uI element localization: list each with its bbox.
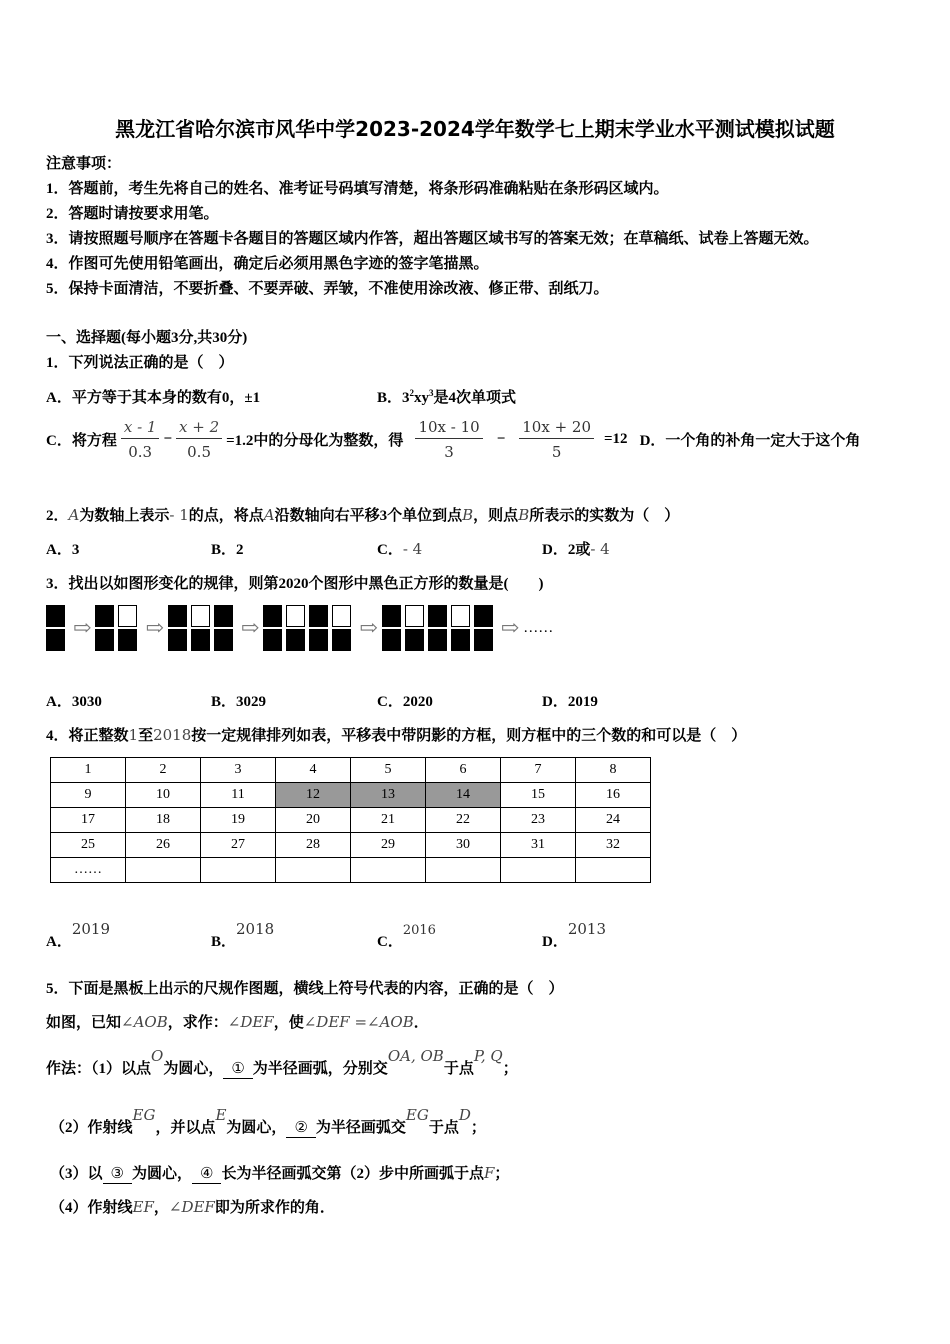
blank-2: ②: [286, 1118, 315, 1138]
q5-step-3: [50, 1162, 509, 1184]
q1-option-a: A．平方等于其本身的数有0，±1: [46, 390, 261, 406]
math: O: [151, 1047, 164, 1065]
fraction: [121, 418, 160, 461]
exponent: 3: [429, 388, 434, 398]
square-column: [95, 604, 114, 652]
text: C．将方程: [46, 433, 117, 449]
table-cell: [351, 858, 426, 883]
denominator: 0.3: [128, 443, 153, 461]
math: F: [483, 1164, 495, 1182]
table-cell: 15: [501, 783, 576, 808]
black-square: [405, 629, 424, 651]
table-cell: 19: [201, 808, 276, 833]
notice-item: 4．作图可先使用铅笔画出，确定后必须用黑色字迹的签字笔描黑。: [46, 256, 489, 272]
numerator: x - 1: [121, 418, 160, 439]
text: ；: [470, 1120, 486, 1136]
table-cell: 23: [501, 808, 576, 833]
table-cell: 27: [201, 833, 276, 858]
text: 长为半径画弧交第（2）步中所画弧于点: [221, 1166, 484, 1182]
math: A: [263, 506, 275, 524]
math: - 4: [402, 540, 423, 558]
table-cell: 8: [576, 758, 651, 783]
table-row: [51, 833, 651, 858]
table-row: [51, 758, 651, 783]
arrow-right-icon: ⇨: [500, 615, 520, 640]
fraction: [415, 418, 482, 461]
q5-given: [46, 1011, 429, 1032]
square-column: [263, 604, 282, 652]
arrow-right-icon: ⇨: [145, 615, 164, 640]
q2-option-d: [542, 538, 610, 559]
math: EF: [132, 1198, 154, 1216]
q5-step-2: [50, 1106, 486, 1138]
text: D．2或: [542, 542, 591, 558]
math: D: [458, 1106, 471, 1124]
q3-option-a: A．3030: [46, 694, 102, 710]
math: 2018: [153, 726, 192, 744]
white-square: [405, 605, 424, 627]
table-cell: 6: [426, 758, 501, 783]
text: 为圆心，: [131, 1166, 192, 1182]
black-square: [95, 629, 114, 651]
fraction: [176, 418, 222, 461]
q3-stem: 3．找出以如图形变化的规律，则第2020个图形中黑色正方形的数量是( ): [46, 576, 544, 592]
black-square: [332, 629, 351, 651]
white-square: [191, 605, 210, 627]
text: ，则点: [473, 508, 519, 524]
fraction: [519, 418, 594, 461]
text: B．3: [377, 390, 410, 406]
exponent: 2: [409, 388, 415, 398]
black-square: [263, 605, 282, 627]
section-heading: 一、选择题(每小题3分,共30分): [46, 330, 248, 346]
minus: −: [496, 431, 506, 447]
table-cell: [501, 858, 576, 883]
q4-stem: [46, 724, 746, 745]
table-cell: [126, 858, 201, 883]
text: 的点，将点: [188, 508, 264, 524]
q3-option-c: C．2020: [377, 694, 433, 710]
denominator: 0.5: [187, 443, 211, 461]
pattern-figure: [46, 604, 553, 652]
table-cell: 5: [351, 758, 426, 783]
table-cell: 30: [426, 833, 501, 858]
q5-stem: 5．下面是黑板上出示的尺规作图题，横线上符号代表的内容，正确的是（ ）: [46, 981, 564, 997]
table-cell: 25: [51, 833, 126, 858]
table-cell: ……: [51, 858, 126, 883]
number-table: [50, 757, 651, 883]
table-cell: 24: [576, 808, 651, 833]
table-cell: 14: [426, 783, 501, 808]
math: OA, OB: [387, 1047, 444, 1065]
black-square: [382, 605, 401, 627]
q1-option-b: [377, 386, 516, 407]
option-value: 2016: [402, 923, 436, 938]
math: ∠AOB: [121, 1013, 168, 1031]
black-square: [214, 629, 233, 651]
denominator: 5: [551, 443, 562, 461]
table-cell: 12: [276, 783, 351, 808]
white-square: [286, 605, 305, 627]
table-cell: 32: [576, 833, 651, 858]
table-cell: 22: [426, 808, 501, 833]
table-cell: 29: [351, 833, 426, 858]
table-cell: 16: [576, 783, 651, 808]
math: ∠DEF: [168, 1198, 215, 1216]
black-square: [286, 629, 305, 651]
square-column: [46, 604, 65, 652]
text: 如图，已知: [46, 1015, 122, 1031]
white-square: [332, 605, 351, 627]
text: B．: [211, 934, 237, 950]
black-square: [168, 605, 187, 627]
blank-1: ①: [223, 1059, 252, 1079]
black-square: [451, 629, 470, 651]
text: 为数轴上表示: [79, 508, 170, 524]
notice-item: 2．答题时请按要求用笔。: [46, 206, 219, 222]
square-column: [191, 604, 210, 652]
black-square: [309, 629, 328, 651]
text: C．: [377, 934, 403, 950]
black-square: [95, 605, 114, 627]
table-cell: 31: [501, 833, 576, 858]
q2-option-b: B．2: [211, 542, 244, 558]
table-cell: 17: [51, 808, 126, 833]
ellipsis: ……: [523, 619, 554, 636]
table-cell: [201, 858, 276, 883]
table-cell: 11: [201, 783, 276, 808]
arrow-right-icon: ⇨: [73, 615, 92, 640]
table-cell: 7: [501, 758, 576, 783]
q4-option-d: [542, 920, 607, 951]
numerator: x + 2: [176, 418, 222, 439]
table-cell: 3: [201, 758, 276, 783]
q5-step-4: [50, 1196, 335, 1217]
blank-4: ④: [192, 1164, 221, 1184]
page-title: 黑龙江省哈尔滨市风华中学2023-2024学年数学七上期末学业水平测试模拟试题: [115, 117, 835, 141]
table-row: [51, 808, 651, 833]
math: B: [518, 506, 530, 524]
black-square: [382, 629, 401, 651]
q2-option-a: A．3: [46, 542, 80, 558]
q4-option-c: [377, 923, 436, 951]
text: 为半径画弧，分别交: [252, 1061, 388, 1077]
square-column: [309, 604, 328, 652]
table-cell: 18: [126, 808, 201, 833]
square-column: [214, 604, 233, 652]
square-column: [428, 604, 447, 652]
white-square: [451, 605, 470, 627]
table-cell: 28: [276, 833, 351, 858]
black-square: [263, 629, 282, 651]
text: =1.2中的分母化为整数，得: [226, 433, 404, 449]
option-value: 2013: [567, 920, 607, 938]
text: ，求作：: [167, 1015, 228, 1031]
denominator: 3: [444, 443, 454, 461]
math: E: [215, 1106, 227, 1124]
text: 作法：（1）以点: [46, 1061, 152, 1077]
text: ．: [413, 1015, 429, 1031]
black-square: [214, 605, 233, 627]
table-cell: [576, 858, 651, 883]
text: ，使: [273, 1015, 304, 1031]
math: A: [68, 506, 80, 524]
black-square: [191, 629, 210, 651]
table-row: [51, 783, 651, 808]
white-square: [118, 605, 137, 627]
text: C．: [377, 542, 403, 558]
square-column: [286, 604, 305, 652]
text: D．: [542, 934, 568, 950]
math: - 1: [169, 506, 189, 524]
table-row: [51, 858, 651, 883]
text: A．: [46, 934, 72, 950]
table-cell: [276, 858, 351, 883]
text: ，并以点: [155, 1120, 216, 1136]
notice-item: 5．保持卡面清洁，不要折叠、不要弄破、弄皱，不准使用涂改液、修正带、刮纸刀。: [46, 281, 609, 297]
black-square: [474, 605, 493, 627]
text: 至: [138, 728, 154, 744]
text: 即为所求作的角．: [214, 1200, 335, 1216]
text: 2．: [46, 508, 69, 524]
table-cell: 21: [351, 808, 426, 833]
q1-option-c-d: [46, 418, 860, 461]
table-cell: 2: [126, 758, 201, 783]
black-square: [428, 605, 447, 627]
text: （2）作射线: [50, 1120, 133, 1136]
table-cell: 26: [126, 833, 201, 858]
math: EG: [132, 1106, 156, 1124]
q3-option-b: B．3029: [211, 694, 267, 710]
text: （3）以: [50, 1166, 103, 1182]
black-square: [428, 629, 447, 651]
text: 于点: [443, 1061, 474, 1077]
q3-option-d: D．2019: [542, 694, 598, 710]
arrow-right-icon: ⇨: [359, 615, 378, 640]
text: （4）作射线: [50, 1200, 133, 1216]
text: 所表示的实数为（ ）: [529, 508, 680, 524]
q2-stem: [46, 504, 679, 525]
text: 于点: [428, 1120, 459, 1136]
blank-3: ③: [103, 1164, 132, 1184]
math: ∠DEF =∠AOB: [303, 1013, 414, 1031]
arrow-right-icon: ⇨: [240, 615, 260, 640]
table-cell: 13: [351, 783, 426, 808]
numerator: 10x + 20: [519, 418, 594, 439]
text: ；: [502, 1061, 518, 1077]
q4-option-b: [211, 920, 275, 951]
black-square: [309, 605, 328, 627]
text: ；: [494, 1166, 510, 1182]
text: xy: [414, 390, 430, 406]
square-column: [405, 604, 424, 652]
q5-step-1: [46, 1047, 518, 1079]
black-square: [474, 629, 493, 651]
math: B: [462, 506, 474, 524]
text: 4．将正整数: [46, 728, 129, 744]
text: 按一定规律排列如表，平移表中带阴影的方框，则方框中的三个数的和可以是（ ）: [191, 728, 747, 744]
math: - 4: [590, 540, 610, 558]
square-column: [168, 604, 187, 652]
table-cell: [426, 858, 501, 883]
text: =12: [604, 431, 628, 447]
table-cell: 10: [126, 783, 201, 808]
q1-stem: 1．下列说法正确的是（ ）: [46, 355, 234, 371]
notice-heading: 注意事项：: [46, 156, 122, 172]
table-cell: 9: [51, 783, 126, 808]
text: 为圆心，: [163, 1061, 224, 1077]
option-value: 2019: [71, 920, 111, 938]
square-column: [474, 604, 493, 652]
notice-item: 3．请按照题号顺序在答题卡各题目的答题区域内作答，超出答题区域书写的答案无效；在草稿纸、试卷上答题无效。: [46, 231, 819, 247]
option-value: 2018: [236, 920, 275, 938]
math: ∠DEF: [227, 1013, 274, 1031]
square-column: [118, 604, 137, 652]
math: P, Q: [473, 1047, 503, 1065]
table-cell: 1: [51, 758, 126, 783]
square-column: [382, 604, 401, 652]
minus: −: [163, 431, 173, 447]
text: 是4次单项式: [433, 390, 517, 406]
math: EG: [405, 1106, 429, 1124]
table-cell: 4: [276, 758, 351, 783]
text: ，: [153, 1200, 169, 1216]
table-cell: 20: [276, 808, 351, 833]
square-column: [451, 604, 470, 652]
text: 为半径画弧交: [315, 1120, 406, 1136]
notice-item: 1．答题前，考生先将自己的姓名、准考证号码填写清楚，将条形码准确粘贴在条形码区域内。: [46, 181, 669, 197]
black-square: [118, 629, 137, 651]
black-square: [46, 629, 65, 651]
text: 沿数轴向右平移3个单位到点: [274, 508, 463, 524]
black-square: [46, 605, 65, 627]
q2-option-c: [377, 538, 422, 559]
black-square: [168, 629, 187, 651]
math: 1: [128, 726, 139, 744]
square-column: [332, 604, 351, 652]
text: 为圆心，: [226, 1120, 287, 1136]
numerator: 10x - 10: [415, 418, 482, 439]
q4-option-a: [46, 920, 111, 951]
q1-option-d: D．一个角的补角一定大于这个角: [639, 433, 861, 449]
